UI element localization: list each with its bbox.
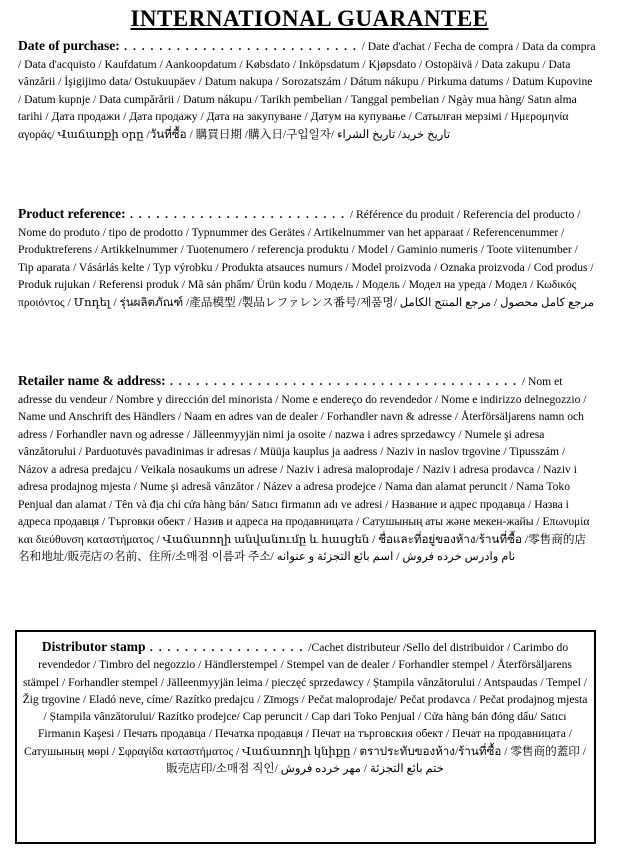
product-reference-translations: / Référence du produit / Referencia del producto / Nome do produto / tipo de prodotto / Typnummer des Gerätes / Artikelnummer van het apparaat / Referencenummer / Produktreferens / Artikkelnummer / Tuotenumero / referencja produktu / Model / Gaminio numeris / Toote viitenumber / Tip aparata / Vásárlás kelte / Typ výrobku / Produkta atsauces numurs / Model proizvoda / Oznaka proizvoda / Cod produs / Produk rujukan / Referensi produk / Mã sản phẩm/ Ürün kodu / Модель / Модель / Модел на уреда / Модел / Κωδικός προιόντος / Մոդել / รุ่นผลิตภัณฑ์ /產品模型 /製品レファレンス番号/제품명/ مرجع كامل محصول / مرجع المنتج الكامل	[18, 208, 595, 309]
retailer-translations: / Nom et adresse du vendeur / Nombre y dirección del minorista / Nome e endereço do revendedor / Nome e indirizzo delnegozzio / Name und Anschrift des Händlers / Naam en adres van de dealer / Forhandler navn & adresse / Återförsäljarens namn och adress / Forhandler navn og adresse / Jälleenmyyjän nimi ja osoite / nazwa i adres sprzedawcy / Numele şi adresa vânzătorului / Parduotuvės pavadinimas ir adresas / Müüja kauplus ja aadress / Naziv in naslov trgovine / Tipusszám / Názov a adresa predajcu / Veikala nosaukums un adrese / Naziv i adresa maloprodaje / Naziv i adresa prodavca / Naziv i adresa prodajnog mjesta / Nume şi adresă vânzător / Název a adresa prodejce / Nama dan alamat peruncit / Nama Toko Penjual dan alamat / Tên và địa chỉ cửa hàng bán/ Satıcı firmanın adı ve adresi / Название и адрес продавца / Назва і адреса продавця / Търговки обект / Назив и адреса на продавницата / Сатушының аты және мекен-жайы / Επωνυμία και διεύθυνση καταστήματος / Վաճառողի անվանումը և հասցեն / ชื่อและที่อยู่ของห้าง/ร้านที่ซื้อ /零售商的店名和地址/販売店の名前、住所/소매점 이름과 주소/ نام وادرس خرده فروش / اسم بائع التجزئة و عنوانه	[18, 375, 590, 563]
distributor-stamp-heading: Distributor stamp	[41, 639, 146, 654]
product-reference-dots: . . . . . . . . . . . . . . . . . . . . . . . . .	[125, 208, 350, 221]
distributor-stamp-translations: /Cachet distributeur /Sello del distribuidor / Carimbo do revendedor / Timbro del negozzio / Händlerstempel / Stempel van de dealer / Forhandler stempel / Återförsäljarens stämpel / Forhandler stempel / Jälleenmyyjän leima / pieczęć sprzedawcy / Ștampila vânzătorului / Antspaudas / Tempel / Žig trgovine / Eladó neve, címe/ Razítko predajcu / Zīmogs / Pečat maloprodaje/ Pečat prodavca / Pečat prodajnog mjesta / Ștampila vânzătorului/ Razítko prodejce/ Cap peruncit / Cap dari Toko Penjual / Cửa hàng bán đóng dấu/ Satıcı Firmanın Kaşesi / Печать продавца / Печатка продавця / Печат на търговския обект / Печат на продавницата / Сатушының мөрі / Σφραγίδα καταστήματος / Վաճառողի կնիքը / ตราประทับของห้าง/ร้านที่ซื้อ / 零售商的蓋印 /販売店印/소매점 직인/ ختم بائع التجزئة / مهر خرده فروش	[22, 641, 588, 776]
purchase-date-translations: / Date d'achat / Fecha de compra / Data da compra / Data d'acquisto / Kaufdatum / Aankoopdatum / Købsdato / Inköpsdatum / Kjøpsdato / Ostopäivä / Data zakupu / Data vânzării / İşigijimo data/ Ostukuupäev / Datum nakupa / Sorozatszám / Dátum nákupu / Pirkuma datums / Datum Kupovine / Datum kupnje / Data cumpărării / Datum nákupu / Tarikh pembelian / Tanggal pembelian / Ngày mua hàng/ Satın alma tarihi / Дата продажи / Дата продажу / Дата на закупуване / Датум на купување / Сатылған мерзімі / Ημερομηνία αγοράς/ Վաճառքի օրը /วันที่ซื้อ / 購買日期 /購入日/구입일자/ تاريخ خريد/ تاريخ الشراء	[18, 40, 596, 141]
document-title: INTERNATIONAL GUARANTEE	[130, 6, 489, 31]
retailer-section	[18, 372, 596, 566]
distributor-stamp-section	[22, 638, 588, 777]
purchase-date-section	[18, 37, 596, 143]
retailer-dots: . . . . . . . . . . . . . . . . . . . . . . . . . . . . . . . . . . . . . . . .	[165, 375, 522, 388]
retailer-heading: Retailer name & address:	[18, 373, 166, 388]
distributor-stamp-dots: . . . . . . . . . . . . . . . . . .	[145, 641, 309, 654]
purchase-date-heading: Date of purchase:	[18, 38, 120, 53]
purchase-date-dots: . . . . . . . . . . . . . . . . . . . . . . . . . . .	[119, 40, 362, 53]
product-reference-section	[18, 205, 596, 311]
product-reference-heading: Product reference:	[18, 206, 126, 221]
